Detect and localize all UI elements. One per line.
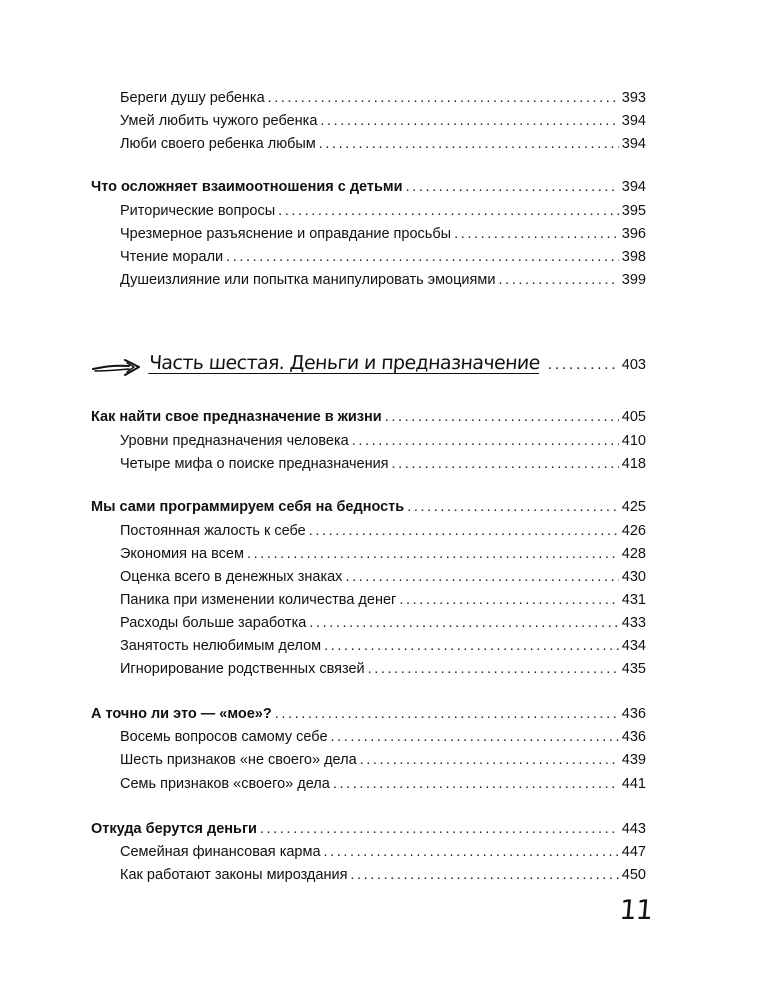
- toc-chapter[interactable]: [91, 497, 646, 517]
- toc-entry-title: Паника при изменении количества денег: [120, 592, 397, 608]
- toc-entry-title: Оценка всего в денежных знаках: [120, 569, 343, 585]
- toc-entry-page: 441: [621, 776, 646, 792]
- toc-entry-page: 447: [621, 844, 646, 860]
- toc-entry[interactable]: [120, 431, 646, 451]
- toc-part-heading[interactable]: [91, 352, 646, 382]
- dot-leader: [333, 774, 619, 794]
- toc-entry-page: 435: [621, 661, 646, 677]
- toc-entry-title: Игнорирование родственных связей: [120, 661, 365, 677]
- toc-entry-page: 433: [621, 615, 646, 631]
- toc-entry[interactable]: [120, 521, 646, 541]
- dot-leader: [331, 727, 619, 747]
- toc-entry[interactable]: [120, 201, 646, 221]
- dot-leader: [319, 134, 619, 154]
- toc-entry-title: Четыре мифа о поиске предназначения: [120, 456, 389, 472]
- toc-entry[interactable]: [120, 774, 646, 794]
- toc-entry-title: Восемь вопросов самому себе: [120, 729, 328, 745]
- toc-entry-title: Постоянная жалость к себе: [120, 523, 306, 539]
- toc-entry-page: 410: [621, 433, 646, 449]
- toc-entry-title: Риторические вопросы: [120, 203, 276, 219]
- hand-drawn-arrow-icon: [91, 356, 143, 378]
- toc-entry-title: Люби своего ребенка любым: [120, 136, 316, 152]
- toc-chapter[interactable]: [91, 177, 646, 197]
- toc-entry[interactable]: [120, 111, 646, 131]
- toc-entry-title: Расходы больше заработка: [120, 615, 307, 631]
- toc-entry-title: Экономия на всем: [120, 546, 244, 562]
- dot-leader: [324, 842, 619, 862]
- toc-entry[interactable]: [120, 247, 646, 267]
- toc-chapter-title: Откуда берутся деньги: [91, 821, 257, 837]
- toc-entry-title: Уровни предназначения человека: [120, 433, 349, 449]
- toc-entry-page: 428: [621, 546, 646, 562]
- toc-entry-page: 394: [621, 136, 646, 152]
- toc-entry[interactable]: [120, 454, 646, 474]
- toc-entry-page: 431: [621, 592, 646, 608]
- dot-leader: [368, 659, 619, 679]
- toc-chapter-title: Что осложняет взаимоотношения с детьми: [91, 179, 403, 195]
- dot-leader: [498, 270, 618, 290]
- toc-entry[interactable]: [120, 544, 646, 564]
- toc-chapter-title: Мы сами программируем себя на бедность: [91, 499, 405, 515]
- toc-entry[interactable]: [120, 88, 646, 108]
- dot-leader: [278, 201, 619, 221]
- toc-entry[interactable]: [120, 590, 646, 610]
- dot-leader: [275, 704, 619, 724]
- page-number: 11: [618, 895, 654, 926]
- toc-entry-page: 434: [621, 638, 646, 654]
- toc-entry-title: Чтение морали: [120, 249, 224, 265]
- toc-chapter-page: 443: [621, 821, 646, 837]
- dot-leader: [407, 497, 619, 517]
- toc-entry[interactable]: [120, 842, 646, 862]
- toc-entry-title: Семейная финансовая карма: [120, 844, 321, 860]
- dot-leader: [268, 88, 619, 108]
- dot-leader: [260, 819, 619, 839]
- dot-leader: [226, 247, 619, 267]
- dot-leader: [392, 454, 619, 474]
- dot-leader: [352, 431, 619, 451]
- toc-entry-page: 439: [621, 752, 646, 768]
- toc-entry-title: Шесть признаков «не своего» дела: [120, 752, 357, 768]
- dot-leader: [309, 521, 619, 541]
- toc-entry-page: 398: [621, 249, 646, 265]
- dot-leader: [548, 356, 619, 374]
- toc-chapter-page: 405: [621, 409, 646, 425]
- dot-leader: [345, 567, 618, 587]
- toc-entry[interactable]: [120, 727, 646, 747]
- dot-leader: [385, 407, 619, 427]
- toc-entry-page: 393: [621, 90, 646, 106]
- toc-entry[interactable]: [120, 270, 646, 290]
- dot-leader: [320, 111, 618, 131]
- toc-entry[interactable]: [120, 567, 646, 587]
- toc-entry-title: Умей любить чужого ребенка: [120, 113, 318, 129]
- toc-entry-title: Занятость нелюбимым делом: [120, 638, 322, 654]
- toc-entry[interactable]: [120, 224, 646, 244]
- toc-entry-title: Семь признаков «своего» дела: [120, 776, 330, 792]
- toc-entry[interactable]: [120, 865, 646, 885]
- toc-entry[interactable]: [120, 134, 646, 154]
- toc-part-title: Часть шестая. Деньги и предназначение: [148, 352, 541, 374]
- toc-entry-title: Душеизлияние или попытка манипулировать эмоциями: [120, 272, 496, 288]
- dot-leader: [309, 613, 618, 633]
- toc-entry-page: 395: [621, 203, 646, 219]
- toc-chapter[interactable]: [91, 704, 646, 724]
- toc-entry-title: Как работают законы мироздания: [120, 867, 348, 883]
- toc-chapter-title: А точно ли это — «мое»?: [91, 706, 272, 722]
- dot-leader: [360, 750, 619, 770]
- toc-entry-title: Чрезмерное разъяснение и оправдание просьбы: [120, 226, 452, 242]
- toc-entry-page: 418: [621, 456, 646, 472]
- dot-leader: [406, 177, 619, 197]
- toc-chapter-page: 436: [621, 706, 646, 722]
- toc-chapter-title: Как найти свое предназначение в жизни: [91, 409, 382, 425]
- toc-entry[interactable]: [120, 750, 646, 770]
- toc-chapter-page: 394: [621, 179, 646, 195]
- toc-entry-page: 450: [621, 867, 646, 883]
- toc-entry[interactable]: [120, 636, 646, 656]
- toc-part-page: 403: [621, 357, 646, 373]
- toc-entry-page: 426: [621, 523, 646, 539]
- toc-entry-page: 399: [621, 272, 646, 288]
- toc-entry-page: 436: [621, 729, 646, 745]
- toc-chapter[interactable]: [91, 819, 646, 839]
- dot-leader: [324, 636, 619, 656]
- dot-leader: [247, 544, 619, 564]
- toc-chapter[interactable]: [91, 407, 646, 427]
- dot-leader: [350, 865, 618, 885]
- toc-entry[interactable]: [120, 613, 646, 633]
- toc-entry-page: 430: [621, 569, 646, 585]
- toc-entry[interactable]: [120, 659, 646, 679]
- toc-chapter-page: 425: [621, 499, 646, 515]
- dot-leader: [399, 590, 618, 610]
- toc-entry-page: 396: [621, 226, 646, 242]
- toc-entry-page: 394: [621, 113, 646, 129]
- dot-leader: [454, 224, 619, 244]
- toc-entry-title: Береги душу ребенка: [120, 90, 265, 106]
